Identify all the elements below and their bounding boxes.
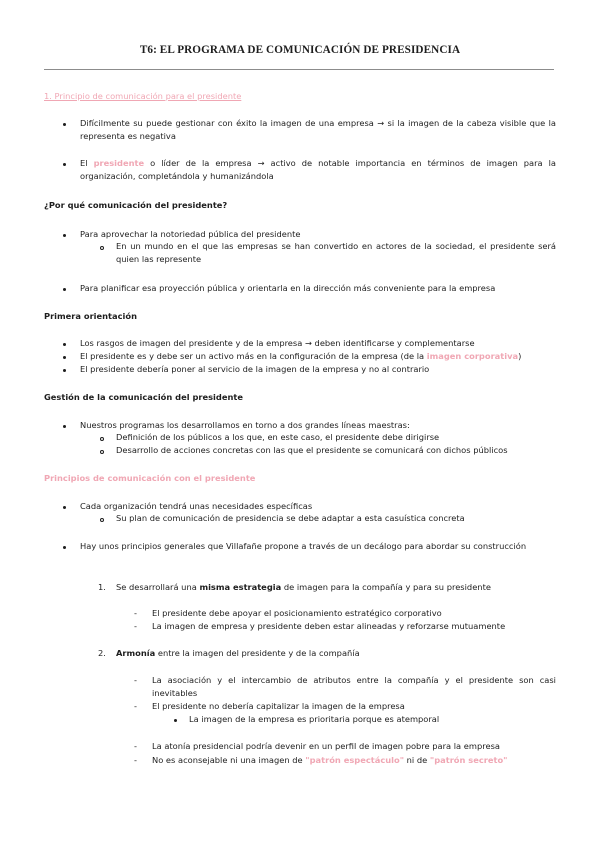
bold-misma-estrategia: misma estrategia	[199, 582, 282, 592]
list-item-text: Se desarrollará una misma estrategia de imagen para la compañía y para su presidente	[116, 582, 491, 592]
bullet-icon	[174, 719, 177, 722]
bullet-text: Difícilmente su puede gestionar con éxito la imagen de una empresa → si la imagen de la cabeza visible que la representa es negativa	[80, 118, 556, 141]
dash-item-text: La asociación y el intercambio de atributos entre la compañía y el presidente son casi inevitables	[152, 675, 556, 698]
dash-item-text: La atonía presidencial podría devenir en un perfil de imagen pobre para la empresa	[152, 741, 500, 751]
dash-marker: -	[134, 701, 137, 711]
bullet-text: Cada organización tendrá unas necesidades específicas	[80, 501, 313, 511]
title-divider	[44, 69, 554, 70]
highlight-patron-espectaculo: "patrón espectáculo"	[305, 755, 405, 765]
bullet-text: Hay unos principios generales que Villafañe propone a través de un decálogo para abordar su construcción	[80, 541, 527, 551]
sub-bullet-text: Desarrollo de acciones concretas con las que el presidente se comunicará con dichos públicos	[116, 445, 508, 455]
sub-bullet-text: Su plan de comunicación de presidencia se debe adaptar a esta casuística concreta	[116, 513, 465, 523]
page-title: T6: EL PROGRAMA DE COMUNICACIÓN DE PRESIDENCIA	[139, 44, 461, 56]
bullet-text: Nuestros programas los desarrollamos en torno a dos grandes líneas maestras:	[80, 420, 410, 430]
dash-marker: -	[134, 741, 137, 751]
bullet-text: Para aprovechar la notoriedad pública del presidente	[80, 229, 301, 239]
dash-item-text: No es aconsejable ni una imagen de "patrón espectáculo" ni de "patrón secreto"	[152, 755, 508, 765]
list-item-text: Armonía entre la imagen del presidente y de la compañía	[116, 648, 360, 658]
bullet-text: Los rasgos de imagen del presidente y de la empresa → deben identificarse y complementarse	[80, 338, 475, 348]
section-heading-principios: Principios de comunicación con el presidente	[44, 473, 256, 483]
sub-bullet-icon	[100, 450, 104, 454]
sub-bullet-text: En un mundo en el que las empresas se han convertido en actores de la sociedad, el presidente será quien las represente	[116, 241, 556, 264]
section-heading-principio: 1. Principio de comunicación para el presidente	[44, 91, 242, 101]
highlight-patron-secreto: "patrón secreto"	[429, 755, 508, 765]
bullet-text: El presidente es y debe ser un activo más en la configuración de la empresa (de la imagen corporativa)	[80, 351, 522, 361]
section-heading-primera-orientacion: Primera orientación	[44, 311, 137, 321]
dash-marker: -	[134, 755, 137, 765]
dash-marker: -	[134, 608, 137, 618]
sub-bullet-text: La imagen de la empresa es prioritaria porque es atemporal	[189, 714, 440, 724]
dash-marker: -	[134, 675, 137, 685]
dash-item-text: El presidente no debería capitalizar la imagen de la empresa	[152, 701, 405, 711]
highlight-imagen-corporativa: imagen corporativa	[426, 351, 519, 361]
sub-bullet-icon	[100, 437, 104, 441]
section-heading-por-que: ¿Por qué comunicación del presidente?	[44, 200, 228, 210]
highlight-presidente: presidente	[93, 158, 145, 168]
bullet-text: Para planificar esa proyección pública y orientarla en la dirección más conveniente para la empresa	[80, 283, 496, 293]
list-number: 1.	[98, 582, 106, 592]
sub-bullet-text: Definición de los públicos a los que, en este caso, el presidente debe dirigirse	[116, 432, 440, 442]
sub-bullet-icon	[100, 246, 104, 250]
dash-item-text: La imagen de empresa y presidente deben estar alineadas y reforzarse mutuamente	[152, 621, 506, 631]
bullet-icon	[63, 343, 66, 346]
bullet-icon	[63, 425, 66, 428]
bullet-text: El presidente o líder de la empresa → activo de notable importancia en términos de imagen para la organización, completándola y humanizándola	[80, 158, 556, 181]
section-heading-gestion: Gestión de la comunicación del presidente	[44, 392, 243, 402]
bullet-text: El presidente debería poner al servicio de la imagen de la empresa y no al contrario	[80, 364, 430, 374]
sub-bullet-icon	[100, 518, 104, 522]
bold-armonia: Armonía	[116, 648, 156, 658]
bullet-icon	[63, 506, 66, 509]
dash-marker: -	[134, 621, 137, 631]
bullet-icon	[63, 369, 66, 372]
dash-item-text: El presidente debe apoyar el posicionamiento estratégico corporativo	[152, 608, 442, 618]
bullet-icon	[63, 356, 66, 359]
bullet-icon	[63, 288, 66, 291]
bullet-icon	[63, 546, 66, 549]
bullet-icon	[63, 163, 66, 166]
list-number: 2.	[98, 648, 106, 658]
bullet-icon	[63, 123, 66, 126]
bullet-icon	[63, 234, 66, 237]
